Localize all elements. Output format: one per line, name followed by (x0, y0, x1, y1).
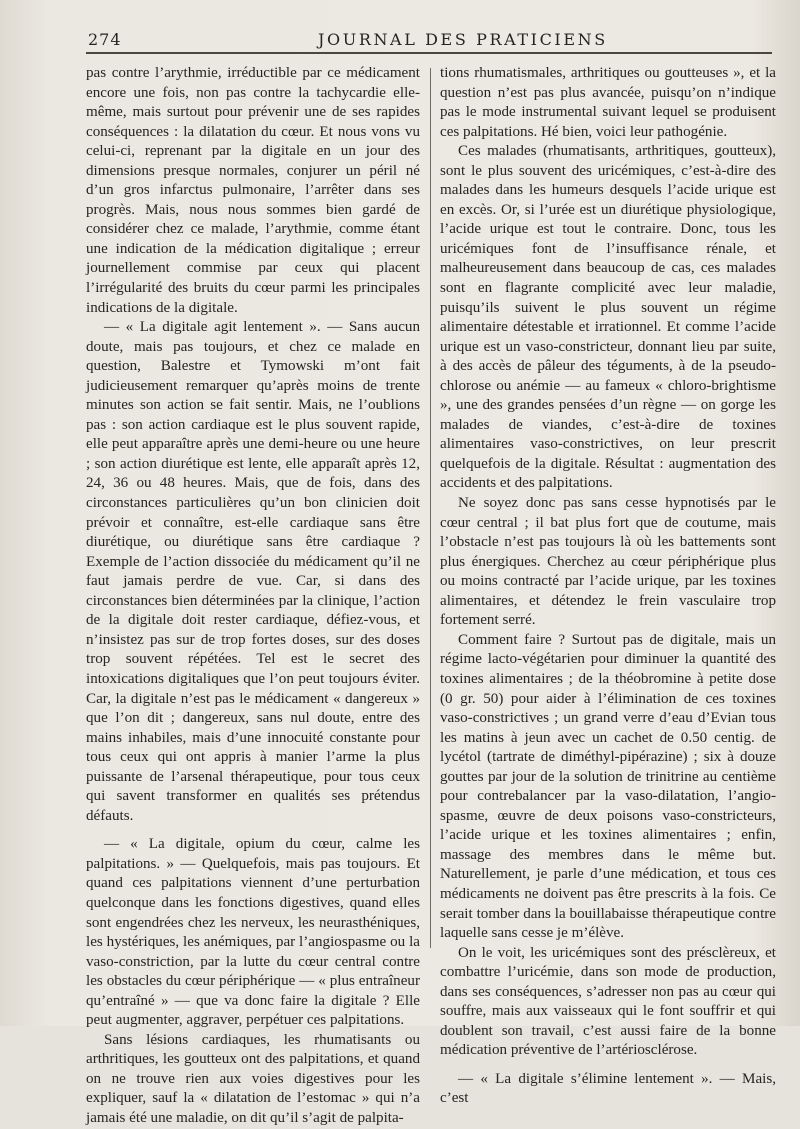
paragraph: Ces malades (rhumatisants, arthritiques, goutteux), sont le plus souvent des uricémiques, c’est-à-dire des malades dans les humeurs desquels l’acide urique est en excès. Or, si l’urée est un diurétique physiologique, l’acide urique est tout le contraire. Donc, tous les uricémiques font de l’insuffisance rénale, et malheureusement dans beaucoup de cas, ces malades sont en flagrante complicité avec leur maladie, puisqu’ils suivent le plus souvent un régime alimentaire détestable et irrationnel. Et comme l’acide urique est un vaso-constricteur, donnant lieu par suite, à des accès de pâleur des téguments, à de la pseudo-chlorose ou anémie — au fameux « chloro-brightisme », une des grandes pensées d’un règne — on gorge les malades de viandes, c’est-à-dire de toxines alimentaires vaso-constrictives, on leur prescrit quelquefois de la digitale. Résultat : augmentation des accidents et des palpitations. (440, 143, 776, 492)
header-rule (86, 52, 772, 54)
paragraph: Comment faire ? Surtout pas de digitale, mais un régime lacto-végétarien pour diminuer la quantité des toxines alimentaires ; de la théobromine à petite dose (0 gr. 50) pour aider à l’élimination de ces toxines vaso-constrictives ; un grand verre d’eau d’Evian tous les matins à jeun avec un cachet de 0.50 centig. de lycétol (tartrate de diméthyl-pipérazine) ; six à douze gouttes par jour de la solution de trinitrine au centième pour contrebalancer par la vaso-dilatation, l’angio-spasme, œuvre de deux poisons vaso-constricteurs, l’acide urique et les toxines alimentaires ; enfin, massage des membres dans le même but. Naturellement, je parle d’une médication, et tous ces médicaments ne doivent pas être prescrits à la fois. Ce serait tomber dans la bouillabaisse thérapeutique contre laquelle sans cesse je m’élève. (440, 631, 776, 942)
journal-title: JOURNAL DES PRATICIENS (318, 30, 608, 49)
page-number: 274 (88, 30, 122, 49)
paragraph: — « La digitale s’élimine lentement ». — Mais, c’est (440, 1070, 776, 1107)
column-divider (430, 68, 431, 948)
paragraph: — « La digitale, opium du cœur, calme les palpitations. » — Quelquefois, mais pas toujours. Et quand ces palpitations viennent d’une perturbation quelconque dans les fonctions digestives, quand elles sont engendrées chez les nerveux, les neurasthéniques, les hystériques, les anémiques, par l’angiospasme ou la vaso-constriction, par la lutte du cœur central contre les obstacles du cœur périphérique — « plus entraîneur qu’entraîné » — que va donc faire la digitale ? Elle peut augmenter, aggraver, perpétuer ces palpitations. (86, 836, 420, 1029)
paragraph: — « La digitale agit lentement ». — Sans aucun doute, mais pas toujours, et chez ce malade en question, Balestre et Tymowski m’ont fait judicieusement remarquer qu’après moins de trente minutes son action se fait sentir. Mais, ne l’oublions pas : son action cardiaque est le plus souvent rapide, elle peut apparaître après une demi-heure ou une heure ; son action diurétique est lente, elle apparaît après 12, 24, 36 ou 48 heures. Mais, que de fois, dans des circonstances particulières qu’un bon clinicien doit prévoir et connaître, est-elle cardiaque sans être diurétique, ou diurétique sans être cardiaque ? Exemple de l’action dissociée du médicament qu’il ne faut jamais perdre de vue. Car, si dans des circonstances bien déterminées par la clinique, l’action de la digitale doit rester cardiaque, défiez-vous, et n’insistez pas sur de trop fortes doses, sur des doses trop souvent répétées. Tel est le secret des intoxications digitaliques que l’on peut toujours éviter. Car, la digitale n’est pas le médicament « dangereux » que l’on dit ; dangereux, sans nul doute, entre des mains inhabiles, mais d’une innocuité constante pour tous ceux qui ont appris à manier l’arme la plus puissante de l’arsenal thérapeutique, pour tous ceux qui savent transformer en qualités ses prétendus défauts. (86, 319, 420, 824)
paragraph: tions rhumatismales, arthritiques ou goutteuses », et la question n’est pas plus avancée, puisqu’on n’indique pas le mode instrumental suivant lequel se produisent ces palpitations. Hé bien, voici leur pathogénie. (440, 65, 776, 140)
left-column (86, 64, 420, 1126)
paragraph: On le voit, les uricémiques sont des présclèreux, et combattre l’uricémie, dans son mode de production, dans ses conséquences, s’adresser non pas au cœur qui souffre, mais aux vaisseaux qui le font souffrir et qui doublent son travail, c’est aussi faire de la bonne médication préventive de l’artériosclérose. (440, 944, 776, 1059)
paragraph: pas contre l’arythmie, irréductible par ce médicament encore une fois, non pas contre la tachycardie elle-même, mais surtout pour prévenir une de ses rapides conséquences : la dilatation du cœur. Et nous vons vu celui-ci, reprenant par la digitale en un jour des dimensions presque normales, conjurer un péril né d’un gros infarctus pulmonaire, l’arrêter dans ses progrès. Mais, nous nous sommes bien gardé de considérer chez ce malade, l’arythmie, comme étant une indication de la médication digitalique ; erreur journellement commise par ceux qui placent l’irrégularité des bruits du cœur parmi les principales indications de la digitale. (86, 65, 420, 316)
paragraph: Sans lésions cardiaques, les rhumatisants ou arthritiques, les goutteux ont des palpitations, et quand on ne trouve rien aux voies digestives pour les expliquer, sauf la « dilatation de l’estomac » qui n’a jamais été une maladie, on dit qu’il s’agit de palpita- (86, 1031, 420, 1126)
paragraph: Ne soyez donc pas sans cesse hypnotisés par le cœur central ; il bat plus fort que de coutume, mais l’obstacle n’est pas toujours là où les battements sont plus énergiques. Cherchez au cœur périphérique plus ou moins contracté par l’acide urique, par les toxines alimentaires, et détendez le frein vasculaire trop fortement serré. (440, 495, 776, 629)
right-column (440, 64, 776, 1107)
